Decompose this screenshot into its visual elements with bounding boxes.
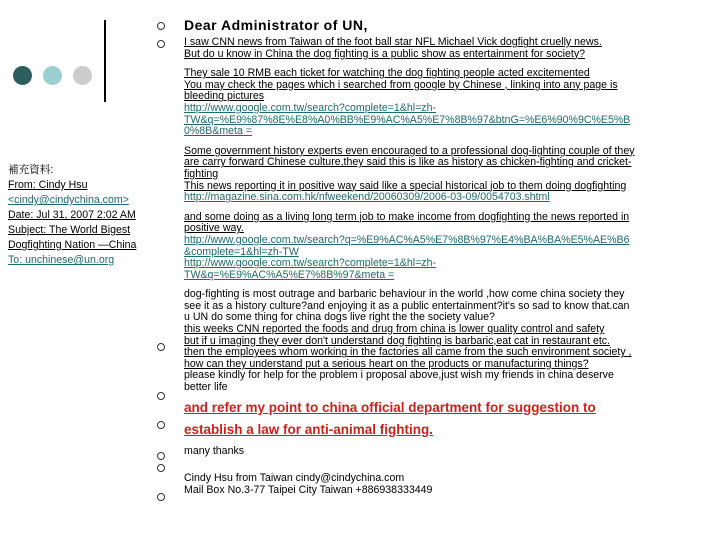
text-line: positive way.: [184, 222, 244, 235]
decorative-dot-dark: [13, 66, 32, 85]
url-link[interactable]: http://www.google.com.tw/search?complete=1&hl=zh-: [184, 101, 437, 114]
text-line: Cindy Hsu from Taiwan cindy@cindychina.com: [184, 472, 405, 485]
bullet-icon: [157, 343, 165, 351]
text-line: You may check the pages which i searched from google by Chinese , linking into any page is: [184, 78, 618, 91]
spacer: [184, 457, 704, 465]
text-line: I saw CNN news from Taiwan of the foot ball star NFL Michael Vick dogfight cruelly news.: [184, 36, 602, 48]
url-link[interactable]: http://www.google.com.tw/search?complete=1&hl=zh-: [184, 257, 437, 270]
decorative-dot-gray: [73, 66, 92, 85]
text-line: how can they understand put a serious heart on the products or manufacturing things?: [184, 357, 589, 370]
to-email-link[interactable]: To: unchinese@un.org: [8, 254, 115, 266]
spacer: [184, 438, 704, 446]
bullet-icon: [157, 22, 165, 30]
from-email-link[interactable]: <cindy@cindychina.com>: [8, 194, 129, 206]
url-link[interactable]: TW&q=%E9%AC%A5%E7%8B%97&meta =: [184, 268, 395, 281]
subject-line: Subject: The World Bigest: [8, 224, 131, 236]
bullet-icon: [157, 392, 165, 400]
supplement-label: 補充資料:: [8, 164, 54, 176]
bullet-icon: [157, 452, 165, 460]
text-line: are carry forward Chinese culture,they said this is like as history as chicken-fighting and cricket-: [184, 156, 632, 169]
decorative-line: [104, 20, 106, 102]
text-line: fighting: [184, 167, 219, 180]
from-line: From: Cindy Hsu: [8, 179, 88, 191]
bullet-icon: [157, 40, 165, 48]
text-line: Mail Box No.3-77 Taipei City Taiwan +886938333449: [184, 483, 433, 496]
text-line: dog-fighting is most outrage and barbaric behaviour in the world ,how come china society they: [184, 288, 625, 301]
highlight-text: establish a law for anti-animal fighting.: [184, 421, 434, 437]
email-info: [8, 163, 136, 268]
text-line: But do u know in China the dog fighting is a public show as entertainment for society?: [184, 47, 586, 60]
text-line: and some doing as a living long term job to make income from dogfighting the news reported in: [184, 210, 630, 223]
text-line: This news reporting it in positive way said like a special historical job to them doing dogfighting: [184, 179, 627, 192]
subject-line-cont: Dogfighting Nation —China: [8, 239, 137, 251]
text-line: u UN do some thing for china dogs live right the the society value?: [184, 311, 495, 324]
text-line: then the employees whom working in the factories all came from the such environment society ,: [184, 346, 632, 359]
url-link[interactable]: &complete=1&hl=zh-TW: [184, 245, 299, 258]
url-link[interactable]: 0%8B&meta =: [184, 125, 253, 138]
bullet-icon: [157, 421, 165, 429]
text-line: this weeks CNN reported the foods and drug from china is lower quality control and safety: [184, 323, 605, 336]
decorative-dot-teal: [43, 66, 62, 85]
url-link[interactable]: http://magazine.sina.com.hk/nfweekend/20060309/2006-03-09/0054703.shtml: [184, 191, 550, 204]
text-line: bleeding pictures: [184, 90, 265, 103]
date-line: Date: Jul 31, 2007 2:02 AM: [8, 209, 136, 221]
bullet-icon: [157, 493, 165, 501]
text-line: Some government history experts even encouraged to a professional dog-lighting couple of they: [184, 144, 635, 157]
url-link[interactable]: http://www.google.com.tw/search?q=%E9%AC%A5%E7%8B%97%E4%BA%BA%E5%AE%B6: [184, 233, 630, 246]
text-line: many thanks: [184, 444, 245, 457]
letter-greeting: Dear Administrator of UN,: [184, 17, 368, 33]
text-line: better life: [184, 381, 228, 394]
highlight-text: and refer my point to china official department for suggestion to: [184, 399, 596, 415]
bullet-icon: [157, 464, 165, 472]
text-line: see it as a history culture?and enjoying it as a public entertainment?it's so sad to know that.can: [184, 299, 630, 312]
letter-body: [184, 37, 704, 496]
text-line: They sale 10 RMB each ticket for watching the dog fighting people acted excitemented: [184, 67, 590, 80]
url-link[interactable]: TW&q=%E9%87%8E%E8%A0%BB%E9%AC%A5%E7%8B%97&btnG=%E6%90%9C%E5%B: [184, 113, 631, 126]
text-line: but if u imaging they ever don't understand dog fighting is barbaric,eat cat in restaurant etc.: [184, 334, 611, 347]
text-line: please kindly for help for the problem i proposal above,just wish my friends in china deserve: [184, 369, 614, 382]
